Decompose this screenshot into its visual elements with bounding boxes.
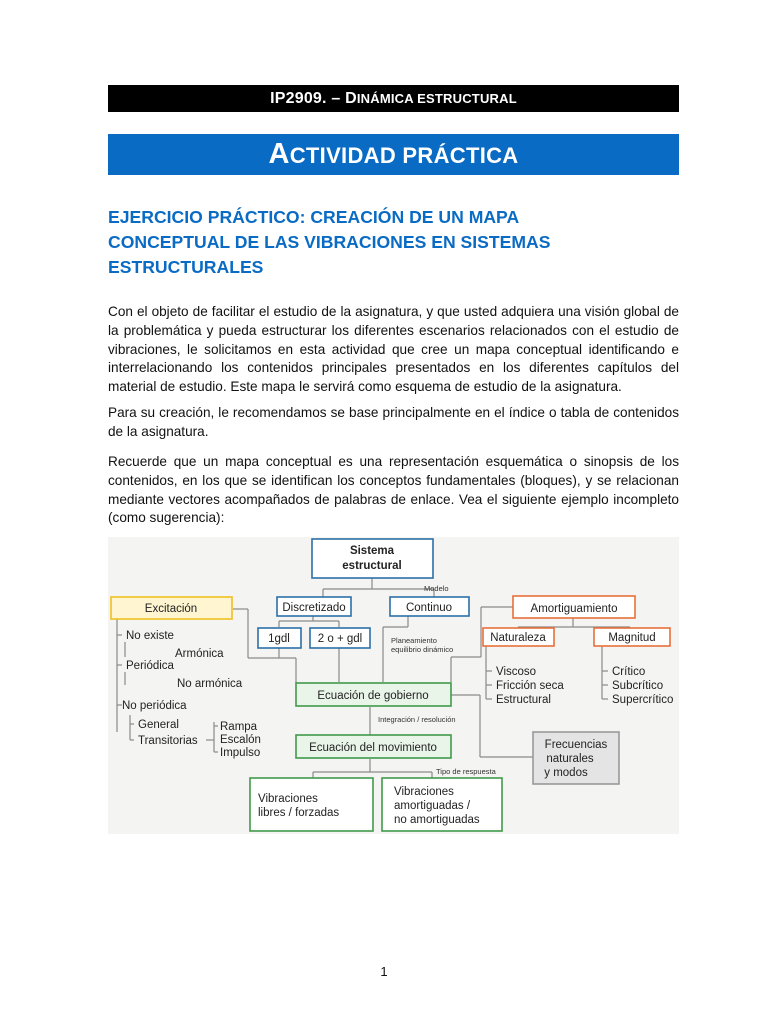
concept-map-diagram [108, 537, 679, 834]
continuo-label: Continuo [405, 602, 453, 614]
viscoso-label: Viscoso [496, 666, 537, 678]
exercise-title-line: ESTRUCTURALES [108, 257, 264, 277]
estructural-label: Estructural [496, 694, 551, 706]
reminder-paragraph: Recuerde que un mapa conceptual es una representación esquemática o sinopsis de los contenidos, en los que se identifican los conceptos fundamentales (bloques), y se relacionan mediante vectores acompañados de palabras de enlace. Vea el siguiente ejemplo incompleto (como sugerencia): [108, 454, 679, 526]
1gdl-label: 1gdl [268, 633, 290, 645]
exercise-title [108, 205, 679, 280]
impulso-label: Impulso [220, 747, 261, 759]
page-number: 1 [380, 964, 388, 979]
frecuencias-label-3: y modos [544, 767, 588, 779]
critico-label: Crítico [612, 666, 646, 678]
rampa-label: Rampa [220, 721, 258, 733]
vib-amort-label-1: Vibraciones [394, 786, 454, 798]
no-existe-label: No existe [126, 630, 174, 642]
2gdl-label: 2 o + gdl [317, 633, 363, 645]
vib-amort-label-2: amortiguadas / [394, 800, 471, 812]
concept-map-figure [108, 537, 679, 834]
ecuacion-movimiento-label: Ecuación del movimiento [309, 742, 437, 754]
frecuencias-label-2: naturales [546, 753, 594, 765]
exercise-title-line: EJERCICIO PRÁCTICO: CREACIÓN DE UN MAPA [108, 207, 520, 227]
general-label: General [138, 719, 179, 731]
course-header-bar [108, 85, 679, 112]
frecuencias-label-1: Frecuencias [544, 739, 608, 751]
armonica-label: Armónica [175, 648, 224, 660]
activity-title: CTIVIDAD PRÁCTICA [289, 143, 519, 168]
subcritico-label: Subcrítico [612, 680, 664, 692]
discretizado-label: Discretizado [282, 602, 346, 614]
no-armonica-label: No armónica [177, 678, 243, 690]
course-title: INÁMICA ESTRUCTURAL [356, 91, 517, 106]
planeamiento-label-1: Planeamiento [391, 636, 437, 645]
naturaleza-label: Naturaleza [490, 632, 546, 644]
creation-paragraph: Para su creación, le recomendamos se base principalmente en el índice o tabla de contenidos de la asignatura. [108, 405, 679, 439]
friccion-label: Fricción seca [496, 680, 564, 692]
modelo-link-label: Modelo [424, 584, 449, 593]
intro-paragraph: Con el objeto de facilitar el estudio de la asignatura, y que usted adquiera una visión global de la problemática y pueda estructurar los diferentes escenarios relacionados con el estudio de vibraciones, le solicitamos en esta actividad que cree un mapa conceptual identificando e interrelacionando los contenidos principales presentados en los diferentes capítulos del material de estudio. Este mapa le servirá como esquema de estudio de la asignatura. [108, 304, 679, 395]
escalon-label: Escalón [220, 734, 261, 746]
periodica-label: Periódica [126, 660, 174, 672]
ecuacion-gobierno-label: Ecuación de gobierno [317, 690, 429, 702]
integracion-link-label: Integración / resolución [378, 715, 456, 724]
vib-amort-label-3: no amortiguadas [394, 814, 480, 826]
vib-libres-label-2: libres / forzadas [258, 807, 340, 819]
sistema-label-2: estructural [342, 560, 402, 572]
amortiguamiento-label: Amortiguamiento [530, 603, 618, 615]
supercritico-label: Supercrítico [612, 694, 674, 706]
planeamiento-label-2: equilibrio dinámico [391, 645, 454, 654]
no-periodica-label: No periódica [122, 700, 187, 712]
excitacion-label: Excitación [144, 603, 198, 615]
magnitud-label: Magnitud [608, 632, 656, 644]
course-code: IP2909. – D [270, 90, 357, 107]
activity-title-initial: A [268, 138, 290, 170]
exercise-title-line: CONCEPTUAL DE LAS VIBRACIONES EN SISTEMAS [108, 232, 551, 252]
activity-title-bar [108, 134, 679, 175]
transitorias-label: Transitorias [138, 735, 198, 747]
sistema-label-1: Sistema [349, 545, 395, 557]
tipo-respuesta-link-label: Tipo de respuesta [436, 767, 496, 776]
vib-libres-label-1: Vibraciones [258, 793, 318, 805]
